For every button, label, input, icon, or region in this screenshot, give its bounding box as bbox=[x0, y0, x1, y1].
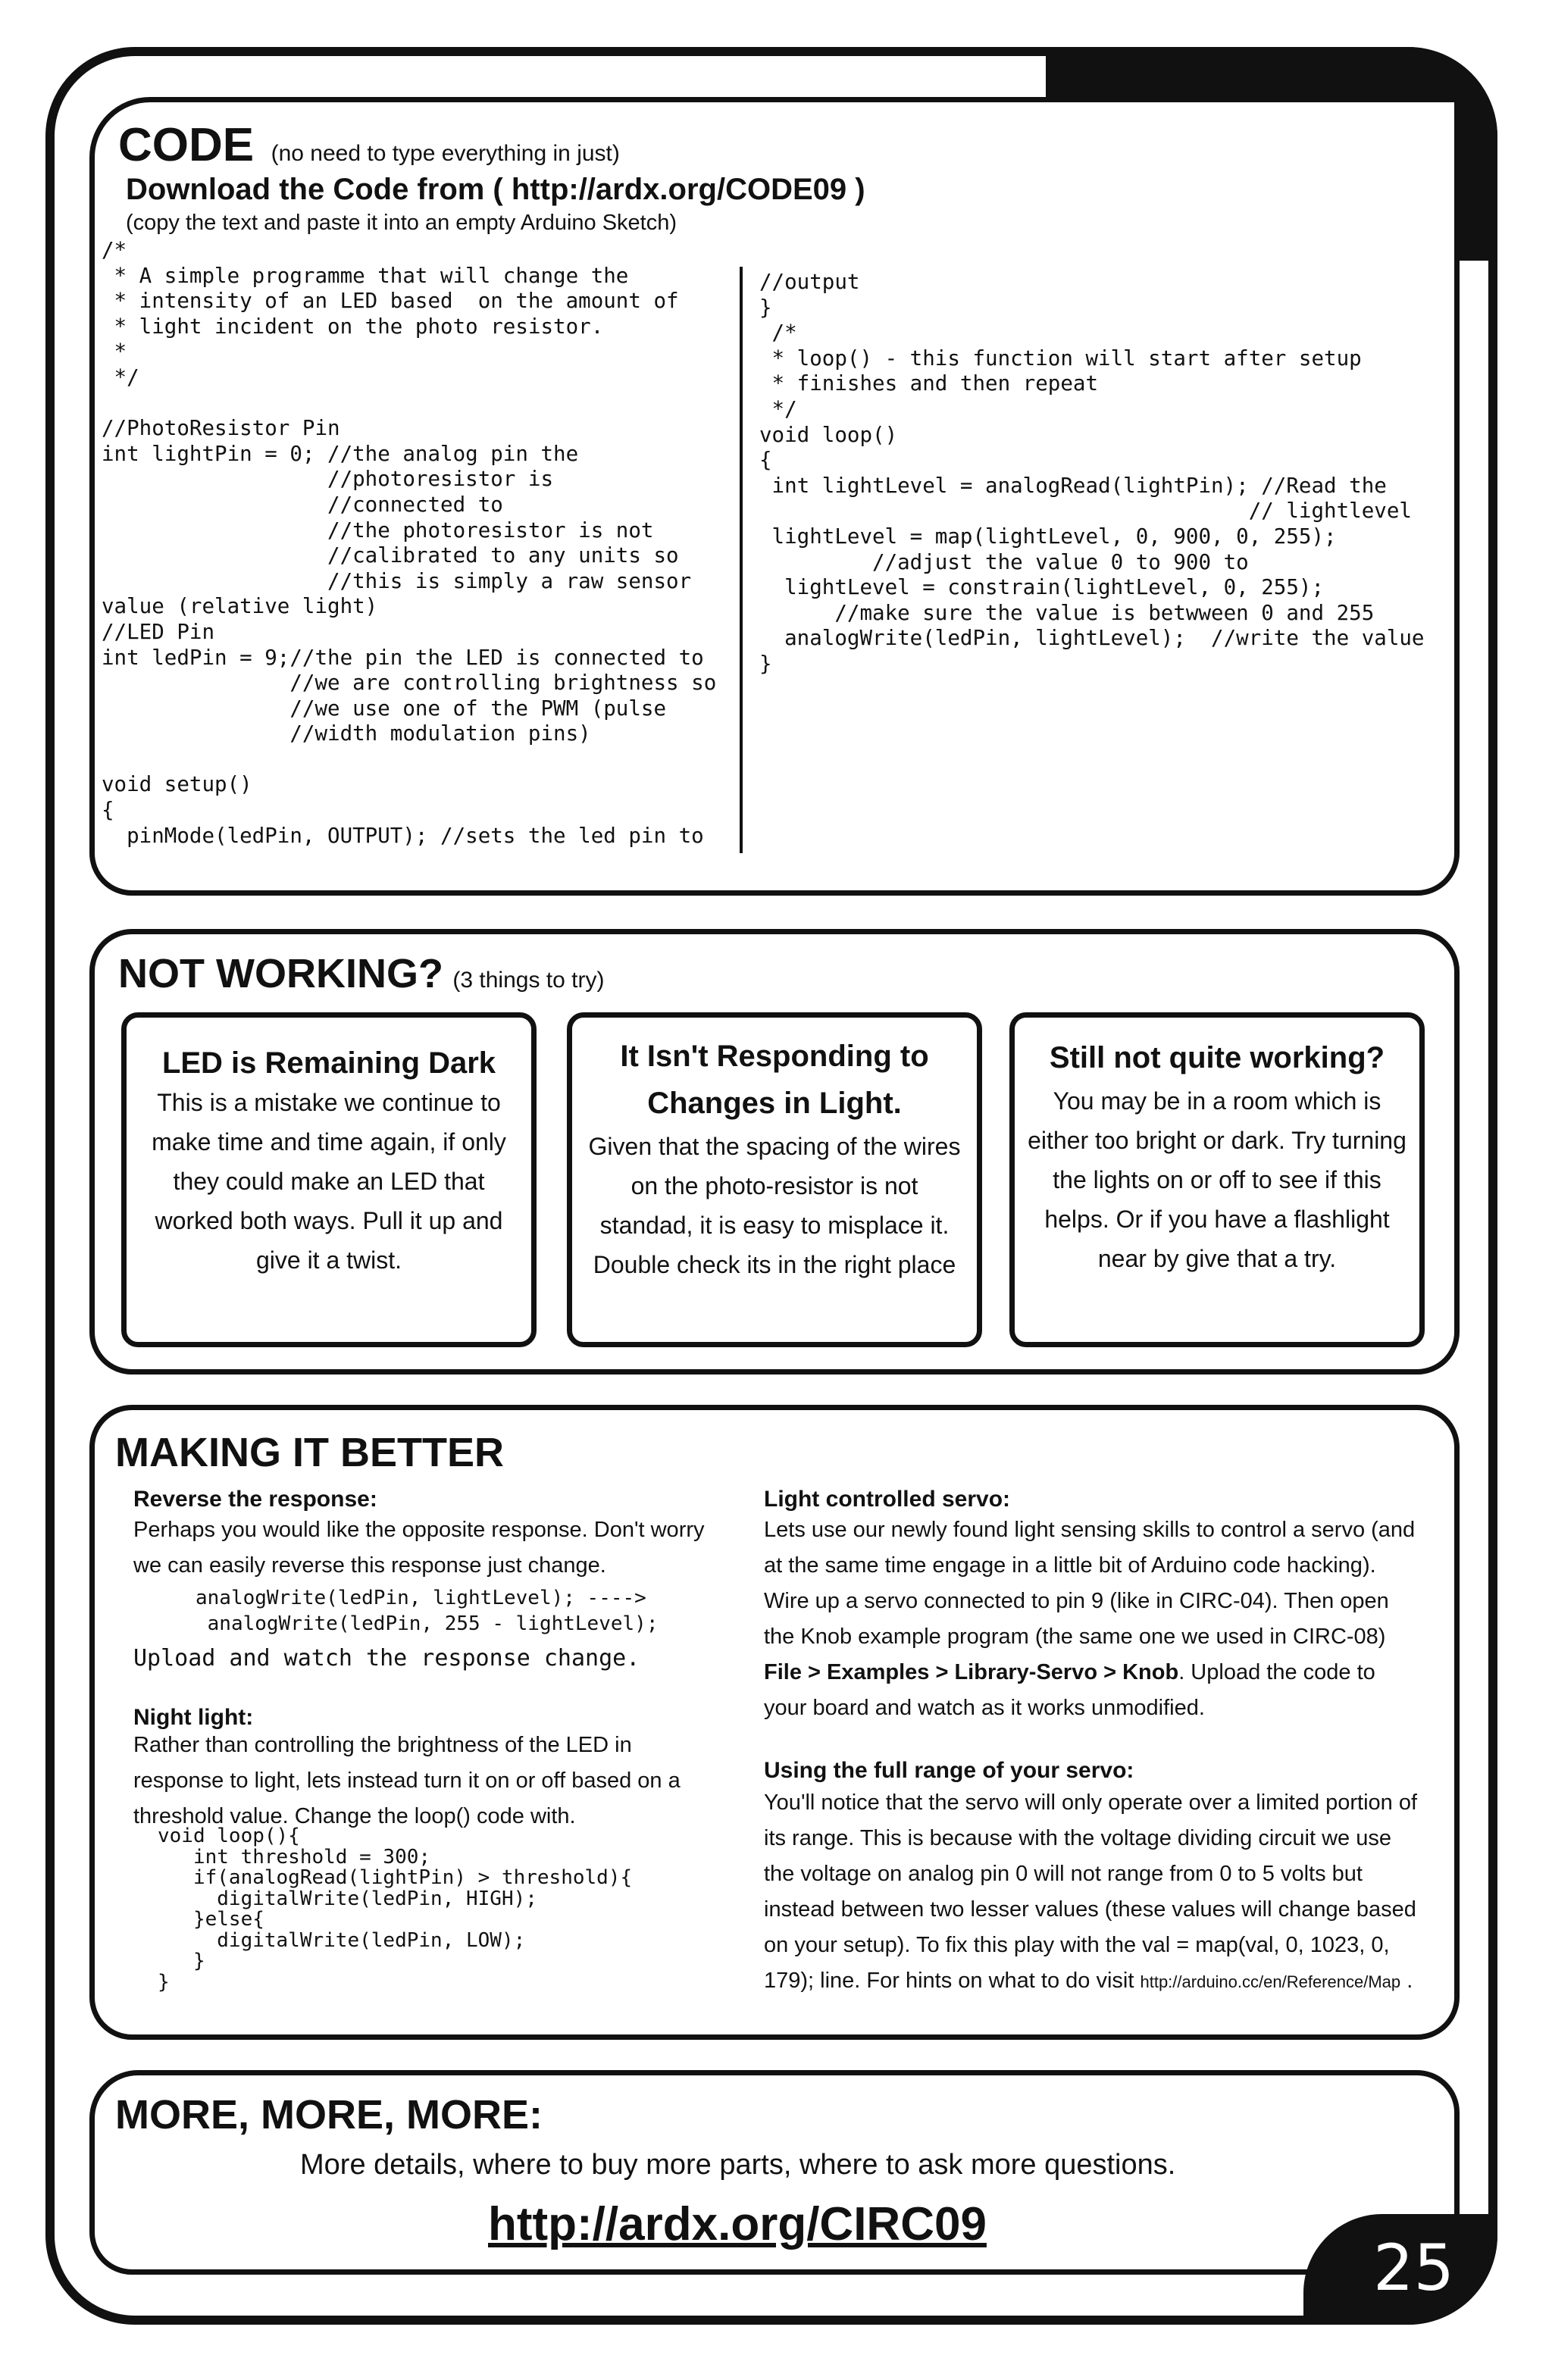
not-working-heading: NOT WORKING? bbox=[118, 951, 443, 996]
tip-card-still-not-working bbox=[1009, 1012, 1425, 1347]
tip-card-not-responding bbox=[567, 1012, 982, 1347]
code-download-line: Download the Code from ( http://ardx.org/CODE09 ) bbox=[126, 173, 865, 206]
code-heading-row bbox=[118, 118, 620, 172]
not-working-heading-row bbox=[118, 950, 604, 997]
tip-card-title: It Isn't Responding to Changes in Light. bbox=[620, 1040, 929, 1120]
tip-card-body: You may be in a room which is either too bright or dark. Try turning the lights on or off to see if this helps. Or if you have a flashlight near by give that a try. bbox=[1028, 1087, 1406, 1272]
range-link-after: . bbox=[1400, 1969, 1413, 1993]
more-heading: MORE, MORE, MORE: bbox=[115, 2092, 543, 2138]
night-code: void loop(){ int threshold = 300; if(analogRead(lightPin) > threshold){ digitalWrite(ledPin, HIGH); }else{ digitalWrite(ledPin, LOW); } } bbox=[158, 1825, 633, 1994]
night-body: Rather than controlling the brightness of the LED in response to light, lets instead turn it on or off based on a threshold value. Change the loop() code with. bbox=[133, 1733, 681, 1828]
tip-card-title: Still not quite working? bbox=[1049, 1041, 1385, 1074]
range-body bbox=[764, 1785, 1423, 2000]
reverse-code: analogWrite(ledPin, lightLevel); ----> analogWrite(ledPin, 255 - lightLevel); bbox=[196, 1587, 659, 1635]
page-number-badge bbox=[1303, 2214, 1497, 2325]
servo-body bbox=[764, 1512, 1423, 1726]
reverse-body: Perhaps you would like the opposite response. Don't worry we can easily reverse this response just change. bbox=[133, 1518, 705, 1578]
servo-body-start: Lets use our newly found light sensing skills to control a servo (and at the same time engage in a little bit of Arduino code hacking). Wire up a servo connected to pin 9 (like in CIRC-04). Then open the Knob example program (the same one we used in CIRC-08) bbox=[764, 1518, 1416, 1649]
code-right-column: //output } /* * loop() - this function will start after setup * finishes and then repeat */ void loop() { int lightLevel = analogRead(lightPin); //Read the // lightlevel lightLevel = map(lightLevel, 0, 900, 0, 255); //adjust the value 0 to 900 to lightLevel = constrain(lightLevel, 0, 255); //make sure the value is betwween 0 and 255 analogWrite(ledPin, lightLevel); //write the value } bbox=[759, 270, 1425, 676]
night-title: Night light: bbox=[133, 1705, 254, 1730]
range-link[interactable]: http://arduino.cc/en/Reference/Map bbox=[1140, 1972, 1401, 1991]
code-heading-note: (no need to type everything in just) bbox=[271, 141, 620, 166]
range-body-text: You'll notice that the servo will only operate over a limited portion of its range. This is because with the voltage dividing circuit we use the voltage on analog pin 0 will not range from 0 to 5 volts but instead between two lesser values (these values will change based on your setup). To fix this play with the val = map(val, 0, 1023, 0, 179); line. For hints on what to do visit bbox=[764, 1790, 1418, 1993]
reverse-after: Upload and watch the response change. bbox=[133, 1645, 640, 1672]
servo-body-end: . Upload the code to your board and watch as it works unmodified. bbox=[764, 1660, 1375, 1720]
not-working-heading-note: (3 things to try) bbox=[452, 968, 605, 993]
page-number: 25 bbox=[1373, 2231, 1454, 2305]
reverse-title: Reverse the response: bbox=[133, 1487, 377, 1512]
range-title: Using the full range of your servo: bbox=[764, 1758, 1134, 1783]
servo-title: Light controlled servo: bbox=[764, 1487, 1011, 1512]
making-better-heading: MAKING IT BETTER bbox=[115, 1430, 504, 1475]
code-copy-note: (copy the text and paste it into an empty Arduino Sketch) bbox=[126, 211, 677, 235]
tip-card-title: LED is Remaining Dark bbox=[161, 1046, 496, 1080]
more-description: More details, where to buy more parts, where to ask more questions. bbox=[300, 2149, 1176, 2181]
code-column-divider bbox=[740, 267, 743, 853]
code-left-column: /* * A simple programme that will change the * intensity of an LED based on the amount of * light incident on the photo resistor. * */ //PhotoResistor Pin int lightPin = 0; //the analog pin the //photoresistor is //connected to //the photoresistor is not //calibrated to any units so //this is simply a raw sensor value (relative light) //LED Pin int ledPin = 9;//the pin the LED is connected to //we are controlling brightness so //we use one of the PWM (pulse //width modulation pins) void setup() { pinMode(ledPin, OUTPUT); //sets the led pin to bbox=[102, 238, 717, 848]
more-url-link[interactable]: http://ardx.org/CIRC09 bbox=[488, 2198, 987, 2250]
servo-menu-path: File > Examples > Library-Servo > Knob bbox=[764, 1660, 1179, 1684]
tip-card-led-dark bbox=[121, 1012, 537, 1347]
code-heading: CODE bbox=[118, 119, 255, 171]
tip-card-body: Given that the spacing of the wires on the photo-resistor is not standad, it is easy to misplace it. Double check its in the right place bbox=[588, 1133, 961, 1278]
tip-card-body: This is a mistake we continue to make time and time again, if only they could make an LED that worked both ways. Pull it up and give it a twist. bbox=[152, 1089, 506, 1274]
